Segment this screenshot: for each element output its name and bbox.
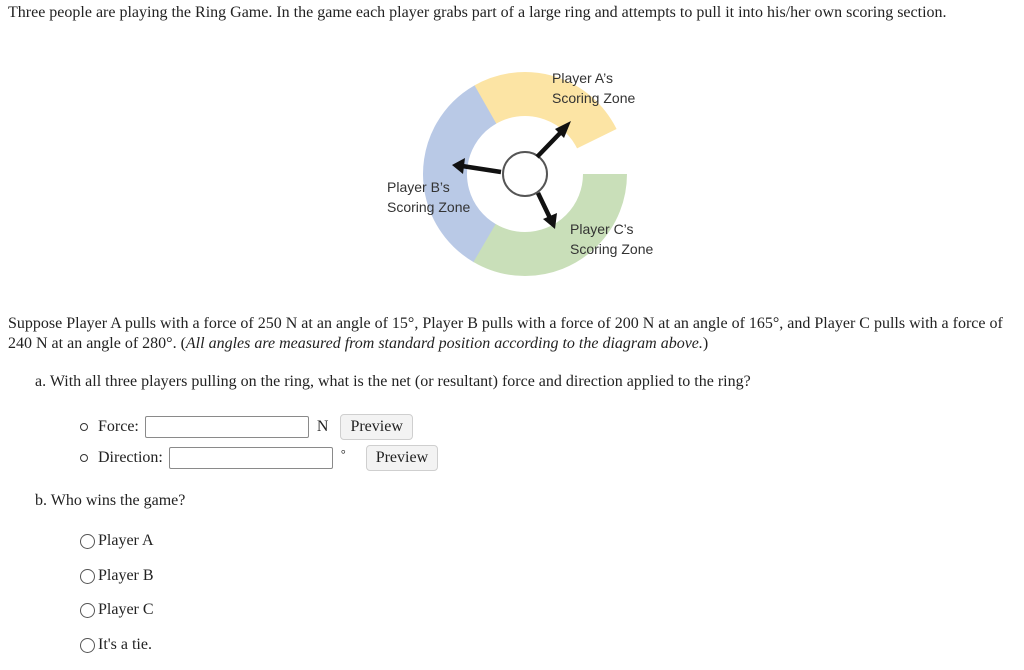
intro-text: Three people are playing the Ring Game. In the game each player grabs part of a large ring and attempts to pull it into his/her own scoring section. [8,4,947,21]
problem-statement [8,314,1013,354]
ring-game-diagram [387,55,680,290]
radio-button[interactable] [80,534,95,549]
choice-player-b[interactable] [80,567,154,585]
direction-answer-row [80,445,438,471]
choice-label: Player B [98,567,154,584]
radio-button[interactable] [80,603,95,618]
direction-input[interactable] [169,447,333,469]
force-preview-button[interactable]: Preview [340,414,412,440]
direction-preview-button[interactable]: Preview [366,445,438,471]
choice-tie[interactable] [80,636,152,654]
player-a-zone-label: Player A’s [552,70,613,86]
bullet-icon [80,454,88,462]
player-b-zone-label: Player B’s [387,179,450,195]
force-unit: N [316,418,329,435]
arrow-c-icon [538,193,550,218]
choice-label: Player C [98,601,154,618]
direction-label: Direction: [98,449,163,466]
part-b-question: b. Who wins the game? [35,492,186,509]
choice-player-c[interactable] [80,601,154,619]
force-input[interactable] [145,416,309,438]
bullet-icon [80,423,88,431]
part-a-question: a. With all three players pulling on the ring, what is the net (or resultant) force and direction applied to the ring? [35,373,751,390]
force-answer-row [80,414,413,440]
center-ring-icon [503,152,547,196]
player-c-zone-label: Player C’s [570,221,634,237]
force-label: Force: [98,418,139,435]
problem-text: Suppose Player A pulls with a force of 250 N at an angle of 15°, Player B pulls with a force of 200 N at an angle of 165°, and Player C pulls with a force of 240 N at an angle of 280°. ( [8,315,1003,352]
radio-button[interactable] [80,569,95,584]
radio-button[interactable] [80,638,95,653]
player-c-zone-label-2: Scoring Zone [570,241,654,257]
problem-text-end: ) [702,335,709,352]
choice-player-a[interactable] [80,532,154,550]
problem-note: All angles are measured from standard position according to the diagram above. [185,335,703,352]
player-a-zone-label-2: Scoring Zone [552,90,636,106]
player-b-zone-label-2: Scoring Zone [387,199,471,215]
direction-unit: ° [340,446,346,461]
choice-label: Player A [98,532,154,549]
arrow-b-icon [462,166,501,172]
choice-label: It's a tie. [98,636,152,653]
